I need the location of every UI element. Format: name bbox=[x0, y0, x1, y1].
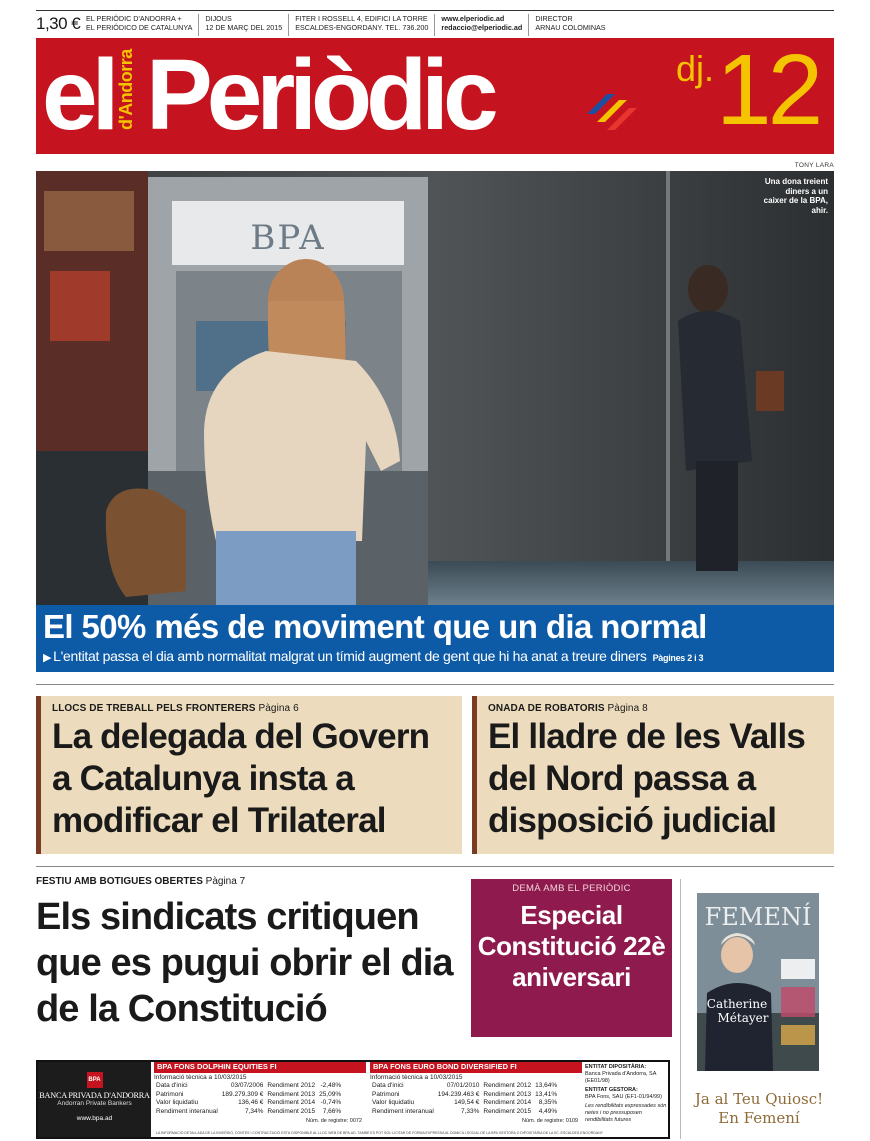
fund-row: Patrimoni 194.239.463 € Rendiment 2013 13,41% bbox=[372, 1090, 558, 1098]
fund-euro-bond: BPA FONS EURO BOND DIVERSIFIED FI Informació tècnica a 10/03/2015 Data d'inici 07/01/2010 Rendiment 2012 13,64% Patrimoni 194.239.463 € Rendiment 2013 13,41% Valor liquidatiu 149,54 € Rendiment 2014 8,35% Rendiment interanual 7,33% Rendiment 2015 4,49% Núm. de registre: 0109 bbox=[370, 1062, 582, 1137]
main-headline[interactable]: El 50% més de moviment que un dia normal bbox=[43, 608, 707, 645]
hero-photo[interactable] bbox=[36, 171, 834, 605]
fund-row: Valor liquidatiu 149,54 € Rendiment 2014 8,35% bbox=[372, 1099, 558, 1107]
address-info: FITER I ROSSELL 4, EDIFICI LA TORRE ESCALDES-ENGORDANY. TEL. 736.200 bbox=[295, 14, 429, 32]
pages-reference: Pàgines 2 i 3 bbox=[652, 653, 704, 663]
femeni-magazine-cover[interactable] bbox=[697, 893, 819, 1071]
top-info-strip bbox=[36, 10, 834, 38]
main-subhead: ▶ L'entitat passa el dia amb normalitat malgrat un tímid augment de gent que hi ha anat a treure diners Pàgines 2 i 3 bbox=[43, 648, 704, 664]
masthead-andorra: d'Andorra bbox=[116, 49, 136, 130]
promo-especial-constitucio[interactable] bbox=[471, 879, 672, 1037]
andorra-flag-icon bbox=[571, 74, 641, 144]
cover-name-1: Catherine bbox=[706, 997, 768, 1011]
atm-sign: BPA bbox=[250, 218, 326, 258]
magazine-tagline: Ja al Teu Quiosc! En Femení bbox=[694, 1090, 824, 1127]
weekday-label: dj. bbox=[676, 48, 715, 89]
atm-photo-illustration bbox=[36, 171, 834, 605]
photo-caption: Una dona treient diners a un caixer de la BPA, ahir. bbox=[763, 177, 828, 215]
fund-row: Patrimoni 189.279.309 € Rendiment 2013 25,09% bbox=[156, 1090, 342, 1098]
fund-table bbox=[154, 1082, 343, 1116]
bpa-logo: BPA BANCA PRIVADA D'ANDORRA Andorran Private Bankers www.bpa.ad bbox=[38, 1062, 151, 1137]
photo-credit: TONY LARA bbox=[794, 162, 834, 169]
fund-row: Data d'inici 07/01/2010 Rendiment 2012 13,64% bbox=[372, 1082, 558, 1090]
ad-legal-footer: LA INFORMACIÓ DETALLADA DE LA INVERSIÓ, CONTES I CONTRACTACIÓ ESTÀ DISPONIBLE AL LLOC WEB DE BPA.AD. TAMBÉ ES POT SOL·LICITAR DE FORMA EXPRESSA AL DOMICILI SOCIAL DE LA BPA GESTORA O DIPOSITÀRIA DE LA IIC. ESCALDES-ENGORDANY bbox=[156, 1131, 603, 1135]
bpa-mark-icon: BPA bbox=[87, 1072, 103, 1088]
story-lladre[interactable] bbox=[472, 696, 834, 854]
story-kicker: LLOCS DE TREBALL PELS FRONTERERS Pàgina 6 bbox=[52, 703, 299, 714]
bpa-advertisement[interactable] bbox=[36, 1060, 670, 1139]
magazine-cover-illustration bbox=[697, 893, 819, 1071]
masthead[interactable] bbox=[36, 38, 834, 154]
email-link[interactable]: redaccio@elperiodic.ad bbox=[441, 23, 523, 32]
price: 1,30 € bbox=[36, 14, 81, 33]
fund-row: Valor liquidatiu 136,46 € Rendiment 2014 -0,74% bbox=[156, 1099, 342, 1107]
story-kicker: ONADA DE ROBATORIS Pàgina 8 bbox=[488, 703, 648, 714]
masthead-periodic: Periòdic bbox=[146, 39, 493, 151]
story-delegada[interactable] bbox=[36, 696, 462, 854]
fund-row: Rendiment interanual 7,33% Rendiment 2015 4,49% bbox=[372, 1107, 558, 1115]
story-title[interactable]: El lladre de les Valls del Nord passa a disposició judicial bbox=[488, 717, 806, 840]
day-number: 12 bbox=[716, 38, 820, 146]
magazine-name: FEMENÍ bbox=[704, 903, 812, 931]
triangle-right-icon: ▶ bbox=[43, 652, 52, 664]
fund-table bbox=[370, 1082, 559, 1116]
main-headline-block[interactable] bbox=[36, 605, 834, 672]
fund-row: Rendiment interanual 7,34% Rendiment 2015 7,66% bbox=[156, 1107, 342, 1115]
contact-info bbox=[441, 14, 522, 32]
website-link[interactable]: www.elperiodic.ad bbox=[441, 14, 505, 23]
entity-info: ENTITAT DIPOSITÀRIA: Banca Privada d'Andorra, SA (EE01/98) ENTITAT GESTORA: BPA Fons, SAU (EF1-01/94/99) Les rendibilitats expressades són netes i no pressuposen rendibilitats futures bbox=[585, 1064, 667, 1123]
story-title[interactable]: La delegada del Govern a Catalunya insta a modificar el Trilateral bbox=[52, 717, 430, 840]
fund-dolphin-equities: BPA FONS DOLPHIN EQUITIES FI Informació tècnica a 10/03/2015 Data d'inici 03/07/2006 Rendiment 2012 -2,48% Patrimoni 189.279.309 € Rendiment 2013 25,09% Valor liquidatiu 136,46 € Rendiment 2014 -0,74% Rendiment interanual 7,34% Rendiment 2015 7,66% Núm. de registre: 0072 bbox=[154, 1062, 366, 1137]
promo-kicker: DEMÀ AMB EL PERIÒDIC bbox=[512, 883, 631, 894]
masthead-el: el bbox=[42, 39, 114, 151]
story-title-sindicats[interactable]: Els sindicats critiquen que es pugui obrir el dia de la Constitució bbox=[36, 896, 453, 1030]
bpa-website: www.bpa.ad bbox=[76, 1115, 113, 1122]
edition-info: EL PERIÒDIC D'ANDORRA + EL PERIÓDICO DE CATALUNYA bbox=[86, 14, 193, 32]
story-kicker-sindicats: FESTIU AMB BOTIGUES OBERTES Pàgina 7 bbox=[36, 876, 246, 887]
cover-name-2: Métayer bbox=[717, 1011, 769, 1025]
fund-row: Data d'inici 03/07/2006 Rendiment 2012 -2,48% bbox=[156, 1082, 342, 1090]
promo-title: Especial Constitució 22è aniversari bbox=[477, 900, 666, 992]
date-info: DIJOUS 12 DE MARÇ DEL 2015 bbox=[205, 14, 283, 32]
director-info: DIRECTOR ARNAU COLOMINAS bbox=[535, 14, 606, 32]
